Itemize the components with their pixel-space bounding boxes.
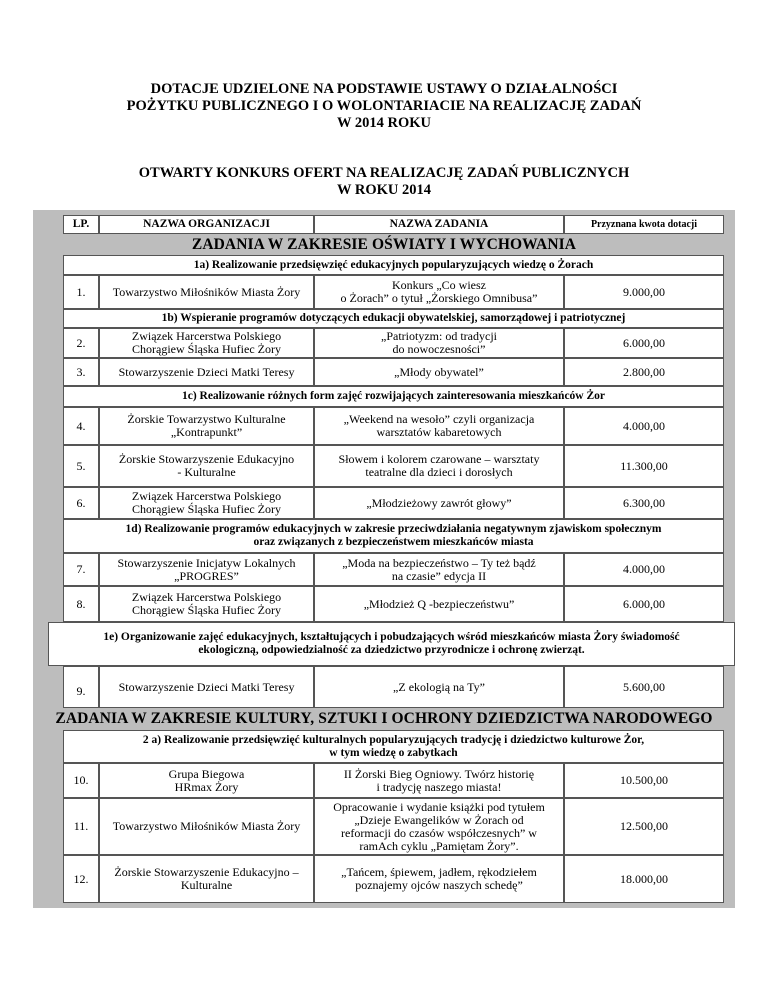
subsection-2a	[63, 730, 724, 763]
row-7-org-line-2: „PROGRES”	[174, 568, 239, 583]
title-line-3: W 2014 ROKU	[337, 115, 431, 131]
row-10-task-line-1: II Żorski Bieg Ogniowy. Twórz historię	[343, 766, 535, 781]
subsection-1a: 1a) Realizowanie przedsięwzięć edukacyjnych popularyzujących wiedzę o Żorach	[63, 255, 724, 275]
row-2-org-line-2: Chorągiew Śląska Hufiec Żory	[132, 342, 281, 356]
subsection-1d-line-2: oraz związanych z bezpieczeństwem mieszkańców miasta	[253, 536, 534, 548]
row-10-task	[314, 763, 564, 798]
title-line-2: POŻYTKU PUBLICZNEGO I O WOLONTARIACIE NA REALIZACJĘ ZADAŃ	[126, 98, 642, 114]
row-9-org-line: Stowarzyszenie Dzieci Matki Teresy	[118, 679, 295, 694]
row-7-lp: 7.	[63, 553, 99, 586]
row-9-lp: 9.	[63, 676, 99, 708]
row-5-org-line-1: Żorskie Stowarzyszenie Edukacyjno	[118, 452, 295, 466]
row-1-task-line-1: Konkurs „Co wiesz	[392, 278, 486, 292]
row-6-lp: 6.	[63, 487, 99, 519]
row-9-task	[314, 666, 564, 708]
row-6-org-line-2: Chorągiew Śląska Hufiec Żory	[132, 502, 281, 516]
row-5-task-line-1: Słowem i kolorem czarowane – warsztaty	[338, 452, 540, 466]
row-10-org-line-2: HRmax Żory	[174, 779, 239, 794]
row-9-amount: 5.600,00	[564, 666, 724, 708]
row-2-organization	[99, 328, 314, 358]
row-4-amount: 4.000,00	[564, 407, 724, 445]
row-6-org-line-1: Związek Harcerstwa Polskiego	[131, 489, 282, 503]
row-1-org-line: Towarzystwo Miłośników Miasta Żory	[112, 284, 301, 299]
row-2-task-line-2: do nowoczesności”	[392, 342, 486, 356]
row-9-organization	[99, 666, 314, 708]
row-7-task-line-1: „Moda na bezpieczeństwo – Ty też bądź	[342, 555, 536, 570]
document-title	[0, 81, 768, 132]
subsection-1d-line-1: 1d) Realizowanie programów edukacyjnych w zakresie przeciwdziałania negatywnym zjawiskom społecznym	[125, 523, 662, 535]
section-2-title: ZADANIA W ZAKRESIE KULTURY, SZTUKI I OCHRONY DZIEDZICTWA NARODOWEGO	[55, 710, 713, 727]
row-8-org-line-1: Związek Harcerstwa Polskiego	[131, 590, 282, 604]
row-10-org-line-1: Grupa Biegowa	[168, 766, 245, 781]
row-12-organization	[99, 855, 314, 903]
row-10-amount: 10.500,00	[564, 763, 724, 798]
row-2-amount: 6.000,00	[564, 328, 724, 358]
row-11-lp: 11.	[63, 798, 99, 855]
subsection-1e-line-1: 1e) Organizowanie zajęć edukacyjnych, kształtujących i pobudzających wśród mieszkańców miasta Żory świadomość	[103, 631, 680, 643]
row-11-task	[314, 798, 564, 855]
row-8-task	[314, 586, 564, 622]
section-1-title: ZADANIA W ZAKRESIE OŚWIATY I WYCHOWANIA	[191, 236, 577, 253]
row-2-org-line-1: Związek Harcerstwa Polskiego	[131, 329, 282, 343]
row-11-task-line-1: Opracowanie i wydanie książki pod tytułem	[333, 799, 545, 814]
row-11-organization	[99, 798, 314, 855]
row-10-lp: 10.	[63, 763, 99, 798]
row-3-org-line: Stowarzyszenie Dzieci Matki Teresy	[118, 364, 295, 379]
row-8-organization	[99, 586, 314, 622]
row-3-task	[314, 358, 564, 386]
subsection-1d	[63, 519, 724, 553]
row-4-task	[314, 407, 564, 445]
row-11-amount: 12.500,00	[564, 798, 724, 855]
row-8-lp: 8.	[63, 586, 99, 622]
subsection-2a-line-2: w tym wiedzę o zabytkach	[329, 746, 458, 759]
row-1-task	[314, 275, 564, 309]
row-5-task	[314, 445, 564, 487]
row-7-amount: 4.000,00	[564, 553, 724, 586]
row-6-organization	[99, 487, 314, 519]
row-7-org-line-1: Stowarzyszenie Inicjatyw Lokalnych	[117, 555, 296, 570]
row-1-lp: 1.	[63, 275, 99, 309]
title-line-1: DOTACJE UDZIELONE NA PODSTAWIE USTAWY O DZIAŁALNOŚCI	[150, 81, 618, 97]
row-5-org-line-2: - Kulturalne	[177, 465, 236, 479]
row-1-organization	[99, 275, 314, 309]
subtitle-line-2: W ROKU 2014	[337, 182, 431, 198]
row-4-organization	[99, 407, 314, 445]
subsection-2a-line-1: 2 a) Realizowanie przedsięwzięć kulturalnych popularyzujących tradycję i dziedzictwo kulturowe Żor,	[142, 733, 645, 746]
subsection-1b: 1b) Wspieranie programów dotyczących edukacji obywatelskiej, samorządowej i patriotycznej	[63, 309, 724, 328]
row-6-task-line: „Młodzieżowy zawrót głowy”	[366, 495, 512, 510]
row-2-task-line-1: „Patriotyzm: od tradycji	[381, 329, 497, 343]
row-7-organization	[99, 553, 314, 586]
row-10-organization	[99, 763, 314, 798]
subsection-1e	[48, 622, 735, 666]
col-header-amount: Przyznana kwota dotacji	[564, 215, 724, 234]
row-1-task-line-2: o Żorach” o tytuł „Żorskiego Omnibusa”	[340, 291, 538, 305]
col-header-organization: NAZWA ORGANIZACJI	[99, 215, 314, 234]
subsection-1e-line-2: ekologiczną, odpowiedzialność za dziedzictwo przyrodnicze i ochronę zwierząt.	[198, 644, 585, 656]
row-12-org-line-2: Kulturalne	[180, 878, 233, 892]
grants-table	[33, 210, 735, 908]
row-11-task-line-3: reformacji do czasów współczesnych” w	[341, 825, 537, 840]
row-7-task	[314, 553, 564, 586]
row-12-task-line-1: „Tańcem, śpiewem, jadłem, rękodziełem	[341, 865, 537, 879]
document-subtitle	[0, 165, 768, 199]
row-11-org-line: Towarzystwo Miłośników Miasta Żory	[112, 819, 301, 833]
row-5-lp: 5.	[63, 445, 99, 487]
row-2-task	[314, 328, 564, 358]
row-7-task-line-2: na czasie” edycja II	[391, 568, 487, 583]
row-12-org-line-1: Żorskie Stowarzyszenie Edukacyjno –	[114, 865, 299, 879]
subtitle-line-1: OTWARTY KONKURS OFERT NA REALIZACJĘ ZADAŃ PUBLICZNYCH	[138, 165, 630, 181]
col-header-lp: LP.	[63, 215, 99, 234]
row-5-task-line-2: teatralne dla dzieci i dorosłych	[365, 465, 513, 479]
row-12-lp: 12.	[63, 855, 99, 903]
row-4-task-line-1: „Weekend na wesoło” czyli organizacja	[343, 412, 535, 426]
row-8-amount: 6.000,00	[564, 586, 724, 622]
row-4-org-line-1: Żorskie Towarzystwo Kulturalne	[127, 412, 286, 426]
row-3-organization	[99, 358, 314, 386]
subsection-1c: 1c) Realizowanie różnych form zajęć rozwijających zainteresowania mieszkańców Żor	[63, 386, 724, 407]
row-4-lp: 4.	[63, 407, 99, 445]
row-8-task-line: „Młodzież Q -bezpieczeństwu”	[363, 596, 515, 611]
row-9-task-line: „Z ekologią na Ty”	[393, 679, 485, 694]
row-12-amount: 18.000,00	[564, 855, 724, 903]
row-11-task-line-2: „Dzieje Ewangelików w Żorach od	[354, 812, 524, 827]
row-4-org-line-2: „Kontrapunkt”	[170, 425, 243, 439]
row-6-task	[314, 487, 564, 519]
row-2-lp: 2.	[63, 328, 99, 358]
row-8-org-line-2: Chorągiew Śląska Hufiec Żory	[132, 603, 281, 617]
row-6-amount: 6.300,00	[564, 487, 724, 519]
row-11-task-line-4: ramAch cyklu „Pamiętam Żory”.	[359, 838, 519, 853]
row-12-task-line-2: poznajemy ojców naszych schedę”	[355, 878, 523, 892]
row-10-task-line-2: i tradycję naszego miasta!	[376, 779, 502, 794]
col-header-task: NAZWA ZADANIA	[314, 215, 564, 234]
row-12-task	[314, 855, 564, 903]
row-3-task-line: „Młody obywatel”	[394, 364, 484, 379]
row-1-amount: 9.000,00	[564, 275, 724, 309]
row-3-lp: 3.	[63, 358, 99, 386]
row-3-amount: 2.800,00	[564, 358, 724, 386]
row-5-amount: 11.300,00	[564, 445, 724, 487]
row-4-task-line-2: warsztatów kabaretowych	[376, 425, 502, 439]
row-5-organization	[99, 445, 314, 487]
